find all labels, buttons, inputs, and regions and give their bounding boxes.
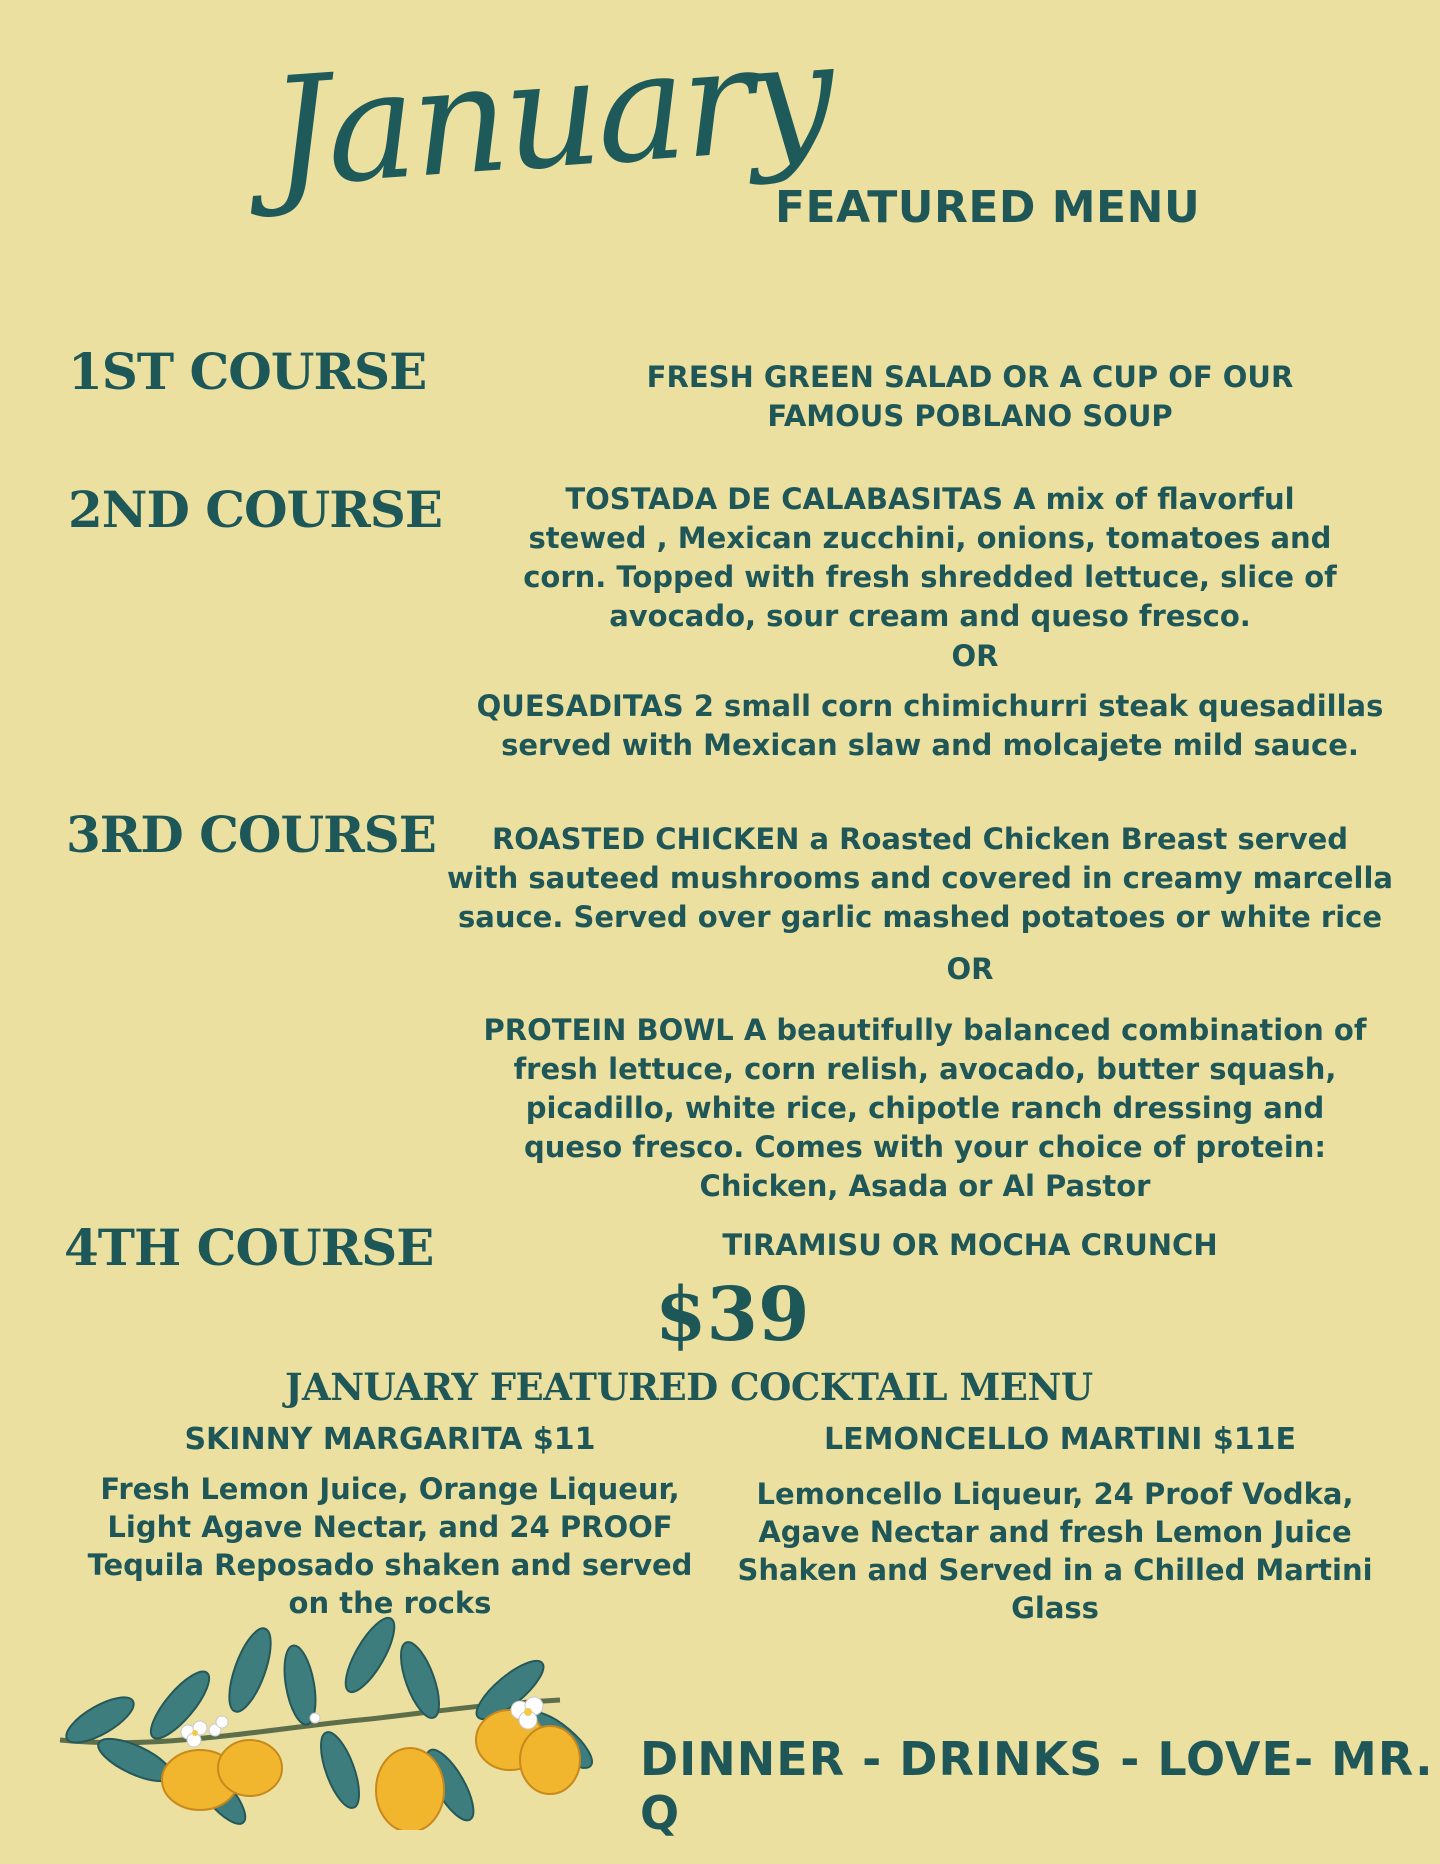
course-3-option-b (470, 1011, 1380, 1206)
desc-line: queso fresco. Comes with your choice of protein: (523, 1130, 1327, 1164)
cocktail-left-name: SKINNY MARGARITA $11 (184, 1422, 596, 1457)
desc-line: PROTEIN BOWL A beautifully balanced combination of (483, 1013, 1367, 1047)
course-label-4: 4TH COURSE (64, 1218, 434, 1277)
course-label-1: 1ST COURSE (68, 342, 427, 401)
course-3-option-a (440, 820, 1400, 937)
desc-line: Light Agave Nectar, and 24 PROOF (107, 1510, 673, 1544)
desc-line: picadillo, white rice, chipotle ranch dressing and (525, 1091, 1325, 1125)
desc-line: Agave Nectar and fresh Lemon Juice (758, 1515, 1352, 1549)
course-1-description (560, 358, 1380, 436)
course-3-or: OR (946, 952, 994, 986)
desc-line: avocado, sour cream and queso fresco. (609, 599, 1251, 633)
desc-line: corn. Topped with fresh shredded lettuce, slice of (523, 560, 1337, 594)
desc-line: FRESH GREEN SALAD OR A CUP OF OUR (646, 360, 1294, 394)
desc-line: Lemoncello Liqueur, 24 Proof Vodka, (756, 1477, 1354, 1511)
course-4-description (620, 1226, 1320, 1265)
cocktail-menu-heading: JANUARY FEATURED COCKTAIL MENU (285, 1365, 1093, 1409)
footer-tagline: DINNER - DRINKS - LOVE- MR. Q (640, 1732, 1434, 1840)
lemon-branch-icon (40, 1610, 600, 1834)
month-script-title: January (264, 8, 837, 222)
desc-line: ROASTED CHICKEN a Roasted Chicken Breast served (491, 822, 1349, 856)
cocktail-right-description (730, 1475, 1380, 1627)
course-label-3: 3RD COURSE (66, 805, 436, 864)
desc-line: fresh lettuce, corn relish, avocado, butter squash, (513, 1052, 1337, 1086)
course-label-2: 2ND COURSE (68, 480, 442, 539)
cocktail-right-name: LEMONCELLO MARTINI $11E (824, 1422, 1296, 1457)
desc-line: QUESADITAS 2 small corn chimichurri steak quesadillas (476, 689, 1384, 723)
desc-line: Glass (1011, 1591, 1099, 1625)
desc-line: served with Mexican slaw and molcajete mild sauce. (501, 728, 1359, 762)
desc-line: sauce. Served over garlic mashed potatoes or white rice (458, 900, 1382, 934)
desc-line: stewed , Mexican zucchini, onions, tomatoes and (528, 521, 1332, 555)
cocktail-left-description (70, 1470, 710, 1622)
menu-price: $39 (655, 1272, 810, 1358)
desc-line: Fresh Lemon Juice, Orange Liqueur, (100, 1472, 680, 1506)
desc-line: Tequila Reposado shaken and served (87, 1548, 693, 1582)
course-2-or: OR (951, 639, 999, 673)
desc-line: Chicken, Asada or Al Pastor (699, 1169, 1151, 1203)
course-2-option-b (460, 687, 1400, 765)
desc-line: TIRAMISU OR MOCHA CRUNCH (722, 1228, 1218, 1262)
desc-line: with sauteed mushrooms and covered in creamy marcella (447, 861, 1393, 895)
featured-menu-heading: FEATURED MENU (775, 182, 1201, 233)
desc-line: FAMOUS POBLANO SOUP (767, 399, 1173, 433)
desc-line: TOSTADA DE CALABASITAS A mix of flavorful (565, 482, 1295, 516)
desc-line: Shaken and Served in a Chilled Martini (737, 1553, 1373, 1587)
course-2-option-a (480, 480, 1380, 636)
desc-line: on the rocks (288, 1586, 492, 1620)
